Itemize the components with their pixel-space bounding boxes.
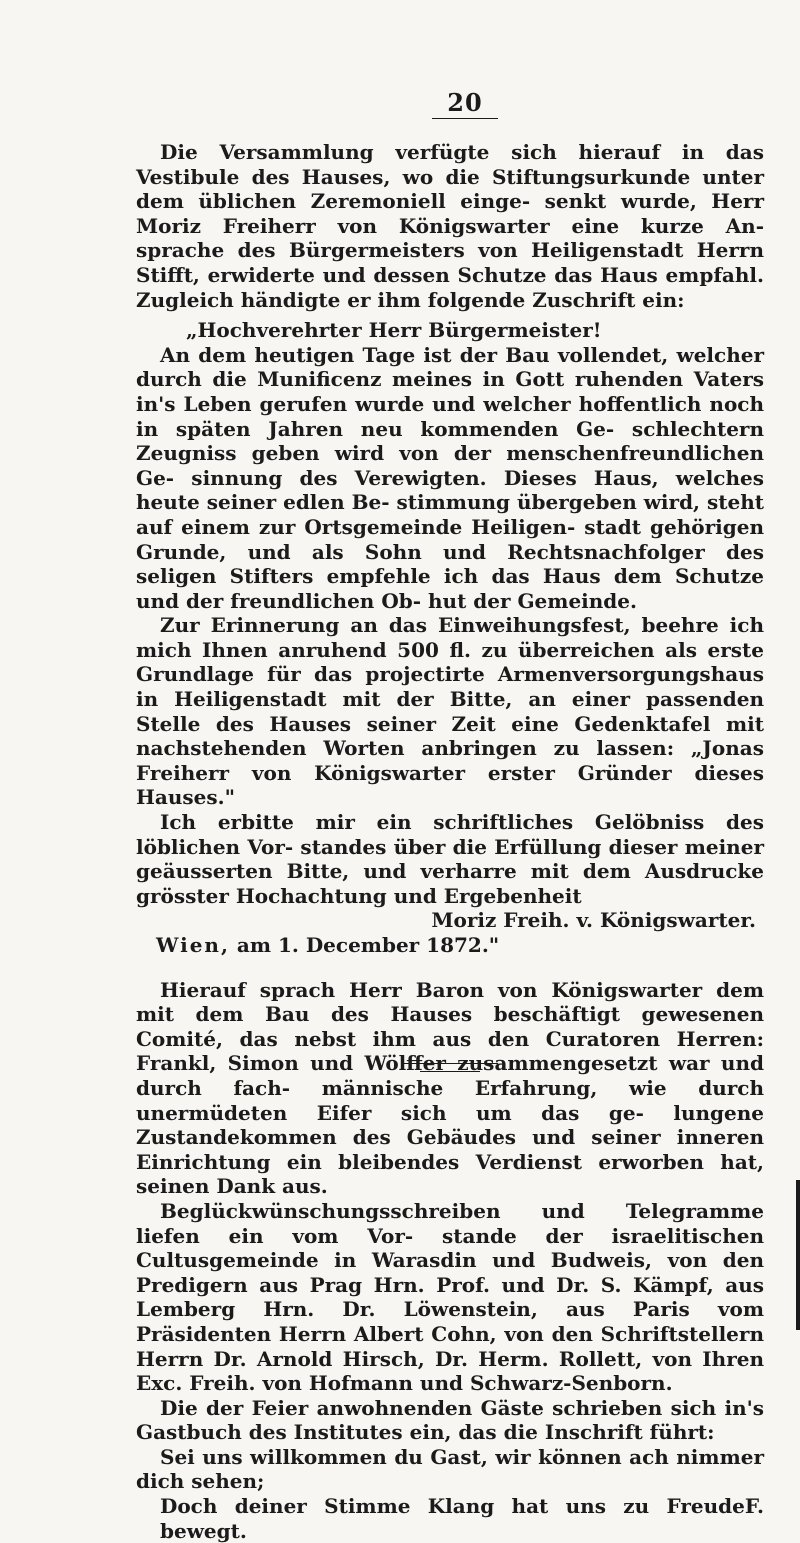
dateline-city: Wien, [156,933,230,957]
paragraph-congratulations: Beglückwünschungsschreiben und Telegramme liefen ein vom Vor- stande der israelitischen Cultusgemeinde in Warasdin und Budweis, von den Predigern aus Prag Hrn. Prof. und Dr. S. Kämpf, aus Lemberg Hrn. Dr. Löwenstein, aus Paris vom Präsidenten Herrn Albert Cohn, von den Schriftstellern Herrn Dr. Arnold Hirsch, Dr. Herm. Rollett, von Ihren Exc. Freih. von Hofmann und Schwarz-Senborn. [136,1198,764,1396]
letter-paragraph-3: Ich erbitte mir ein schriftliches Gelöbniss des löblichen Vor- standes über die Erfüllung dieser meiner geäusserten Bitte, und verharre mit dem Ausdrucke grösster Hochachtung und Ergebenheit [136,810,764,908]
paragraph-intro: Die Versammlung verfügte sich hierauf in das Vestibule des Hauses, wo die Stiftungsurkunde unter dem üblichen Zeremoniell einge- senkt wurde, Herr Moriz Freiherr von Königswarter eine kurze An- sprache des Bürgermeisters von Heiligenstadt Herrn Stifft, erwiderte und dessen Schutze das Haus empfahl. Zugleich händigte er ihm folgende Zuschrift ein: [136,140,764,312]
page-body [136,140,764,1543]
closing-rule-short [420,1071,480,1072]
letter-salutation: „Hochverehrter Herr Bürgermeister! [186,318,602,343]
closing-rule [402,1063,498,1064]
page-edge-shadow [796,1180,800,1330]
paragraph-guestbook: Die der Feier anwohnenden Gäste schrieben sich in's Gastbuch des Institutes ein, das die Inschrift führt: [136,1395,764,1445]
verse-line-2: Doch deiner Stimme Klang hat uns zu Freude bewegt. [160,1494,745,1543]
dateline-date: am 1. December 1872." [229,933,500,957]
verse-author-initial: F. [744,1494,764,1519]
verse-line-1: Sei uns willkommen du Gast, wir können ach nimmer dich sehen; [136,1444,764,1494]
section-gap [136,958,764,978]
letter-signature: Moriz Freih. v. Königswarter. [431,908,756,933]
letter-dateline [136,933,764,958]
letter-paragraph-1: An dem heutigen Tage ist der Bau vollendet, welcher durch die Munificenz meines in Gott ruhenden Vaters in's Leben gerufen wurde und welcher hoffentlich noch in späten Jahren neu kommenden Ge- schlechtern Zeugniss geben wird von der menschenfreundlichen Ge- sinnung des Verewigten. Dieses Haus, welches heute seiner edlen Be- stimmung übergeben wird, steht auf einem zur Ortsgemeinde Heiligen- stadt gehörigen Grunde, und als Sohn und Rechtsnachfolger des seligen Stifters empfehle ich das Haus dem Schutze und der freundlichen Ob- hut der Gemeinde. [136,342,764,613]
verse-line-2-row [136,1494,764,1543]
letter-paragraph-2: Zur Erinnerung an das Einweihungsfest, beehre ich mich Ihnen anruhend 500 fl. zu überreichen als erste Grundlage für das projectirte Armenversorgungshaus in Heiligenstadt mit der Bitte, an einer passenden Stelle des Hauses seiner Zeit eine Gedenktafel mit nachstehenden Worten anbringen zu lassen: „Jonas Freiherr von Königswarter erster Gründer dieses Hauses." [136,613,764,810]
page-number: 20 [432,88,498,119]
paragraph-speech: Hierauf sprach Herr Baron von Königswarter dem mit dem Bau des Hauses beschäftigt gewesenen Comité, das nebst ihm aus den Curatoren Herren: Frankl, Simon und Wölffer zusammengesetzt war und durch fach- männische Erfahrung, wie durch unermüdeten Eifer sich um das ge- lungene Zustandekommen des Gebäudes und seiner inneren Einrichtung ein bleibendes Verdienst erworben hat, seinen Dank aus. [136,977,764,1199]
